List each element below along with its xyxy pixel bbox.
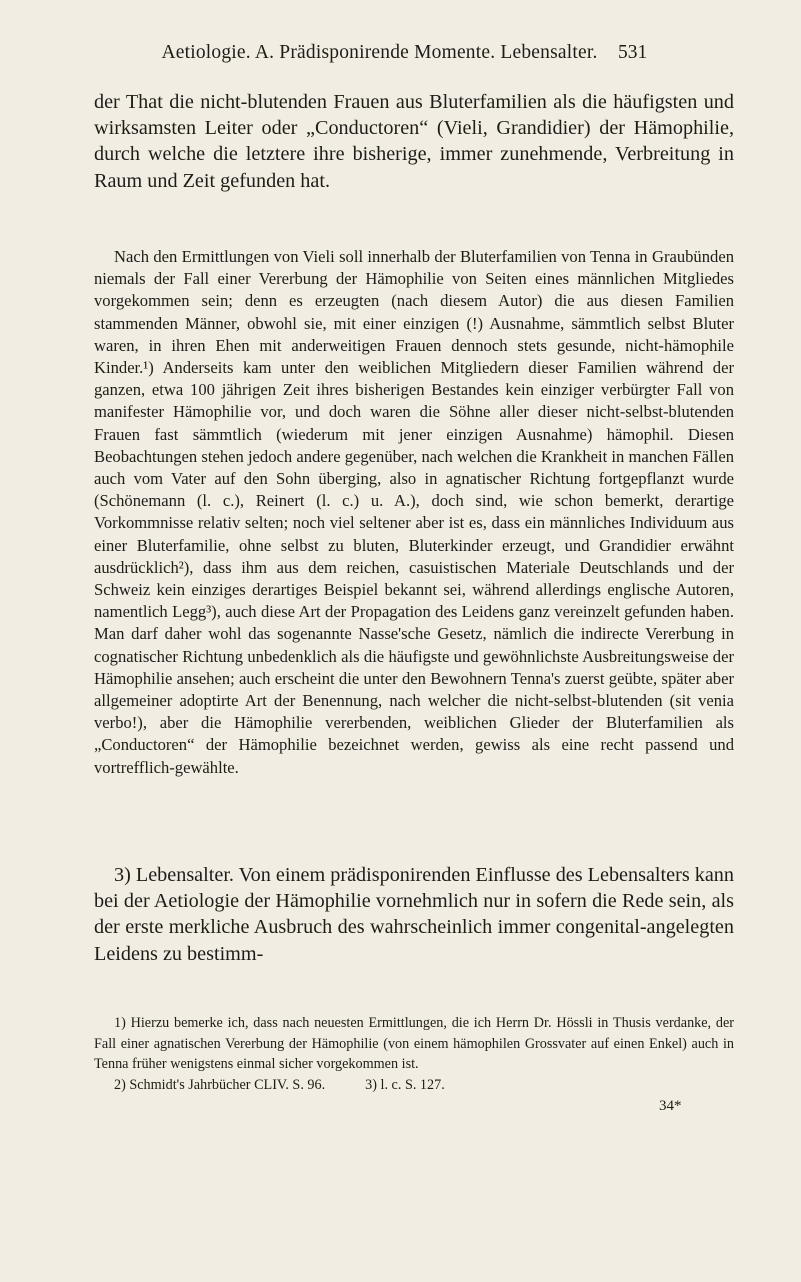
paragraph-text: 3) Lebensalter. Von einem prädisponirenden Einflusse des Lebensalters kann bei der Aetiologie der Hämophilie vornehmlich nur in sofern die Rede sein, als der erste merkliche Ausbruch des wahrscheinlich immer congenital-angelegten Leidens zu bestimm- [94, 864, 734, 965]
paragraph-text: der That die nicht-blutenden Frauen aus Bluterfamilien als die häufigsten und wirksamsten Leiter oder „Conductoren“ (Vieli, Grandidier) der Hämophilie, durch welche die letztere ihre bisherige, immer zunehmende, Verbreitung in Raum und Zeit gefunden hat. [94, 91, 734, 192]
footnotes [94, 1013, 734, 1095]
running-header [0, 42, 801, 72]
section-lebensalter [94, 862, 734, 967]
footnote-3: 3) l. c. S. 127. [365, 1076, 445, 1093]
paragraph-text: Nach den Ermittlungen von Vieli soll innerhalb der Bluterfamilien von Tenna in Graubünden niemals der Fall einer Vererbung der Hämophilie von Seiten eines männlichen Mitgliedes vorgekommen sein; denn es erzeugten (nach diesem Autor) die aus diesen Familien stammenden Männer, obwohl sie, mit einer einzigen (!) Ausnahme, sämmtlich selbst Bluter waren, in ihren Ehen mit anderweitigen Frauen dennoch stets gesunde, nicht-hämophile Kinder.¹) Anderseits kam unter den weiblichen Mitgliedern dieser Familien während der ganzen, etwa 100 jährigen Zeit ihres bisherigen Bestandes kein einziger verbürgter Fall von manifester Hämophilie vor, und doch waren die Söhne aller dieser nicht-selbst-blutenden Frauen fast sämmtlich (wiederum mit jener einzigen Ausnahme) hämophil. Diesen Beobachtungen stehen jedoch andere gegenüber, nach welchen die Krankheit in manchen Fällen auch vom Vater auf den Sohn überging, also in agnatischer Richtung fortgepflanzt wurde (Schönemann (l. c.), Reinert (l. c.) u. A.), doch sind, wie schon bemerkt, derartige Vorkommnisse relativ selten; noch viel seltener aber ist es, dass ein männliches Individuum aus einer Bluterfamilie, ohne selbst zu bluten, Bluterkinder erzeugt, und Grandidier erwähnt ausdrücklich²), dass ihm aus dem reichen, casuistischen Materiale Deutschlands und der Schweiz kein einziges derartiges Beispiel bekannt sei, während allerdings englische Autoren, namentlich Legg³), auch diese Art der Propagation des Leidens ganz vereinzelt gefunden haben. Man darf daher wohl das sogenannte Nasse'sche Gesetz, nämlich die indirecte Vererbung in cognatischer Richtung unbedenklich als die häufigste und gewöhnlichste Ausbreitungsweise der Hämophilie ansehen; auch erscheint die unter den Bewohnern Tenna's zuerst geübte, später aber allgemeiner adoptirte Art der Benennung, nach welcher die nicht-selbst-blutenden (sit venia verbo!), aber die Hämophilie vererbenden, weiblichen Glieder der Bluterfamilien als „Conductoren“ der Hämophilie bezeichnet werden, gewiss als eine recht passend und vortrefflich-gewählte. [94, 247, 734, 777]
body-paragraph-top [94, 89, 734, 194]
signature-mark: 34* [659, 1098, 682, 1114]
body-paragraph-small-print [94, 246, 734, 779]
page-number: 531 [618, 42, 648, 63]
footnote-1: 1) Hierzu bemerke ich, dass nach neuesten Ermittlungen, die ich Herrn Dr. Hössli in Thusis verdanke, der Fall einer agnatischen Vererbung der Hämophilie (von einem hämophilen Grossvater auf einen Enkel) auch in Tenna früher wenigstens einmal sicher vorgekommen ist. [94, 1015, 734, 1072]
footnote-row [94, 1075, 734, 1096]
running-title: Aetiologie. A. Prädisponirende Momente. Lebensalter. [161, 42, 598, 63]
footnote-2: 2) Schmidt's Jahrbücher CLIV. S. 96. [114, 1076, 326, 1093]
